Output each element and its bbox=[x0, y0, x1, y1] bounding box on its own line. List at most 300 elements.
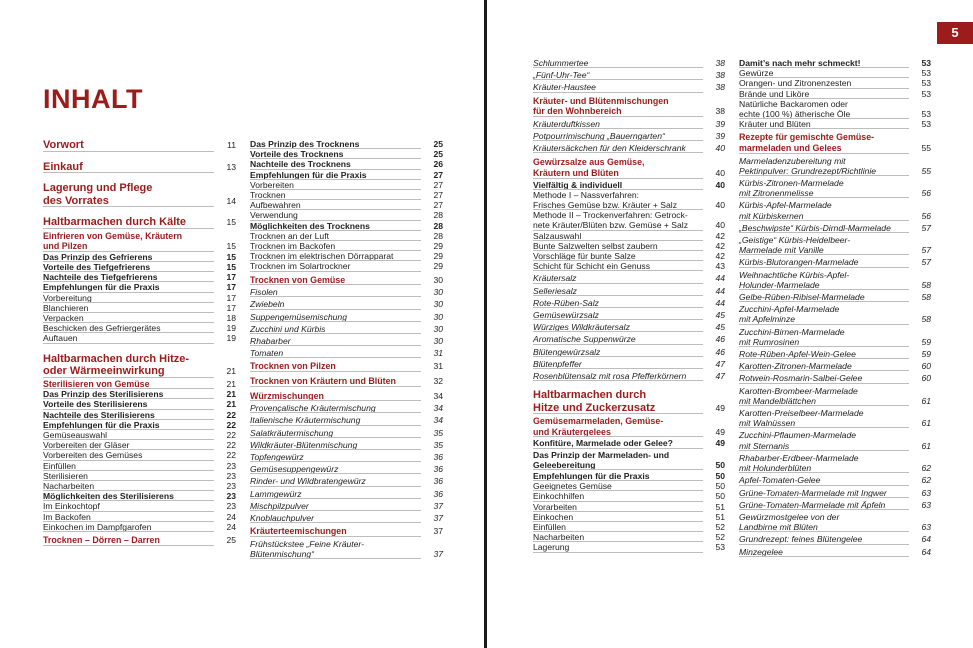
toc-entry-title: Suppengemüsemischung bbox=[250, 311, 347, 322]
toc-entry-title: Grüne-Tomaten-Marmelade mit Äpfeln bbox=[739, 499, 886, 510]
toc-entry bbox=[533, 522, 725, 532]
toc-entry-title: Das Prinzip des Sterilisierens bbox=[43, 389, 164, 400]
toc-entry-page: 40 bbox=[715, 220, 725, 231]
toc-entry-title: Minzegelee bbox=[739, 546, 783, 557]
toc-dot-leader bbox=[533, 436, 703, 437]
toc-entry-title: Vorwort bbox=[43, 139, 84, 151]
toc-entry-page: 25 bbox=[226, 534, 236, 545]
toc-dot-leader bbox=[739, 289, 909, 290]
toc-entry-title: Marmeladenzubereitung mit Pektinpulver: Grundrezept/Richtlinie bbox=[739, 155, 877, 176]
toc-dot-leader bbox=[533, 331, 703, 332]
toc-entry-title: Empfehlungen für die Praxis bbox=[533, 471, 650, 482]
toc-entry-title: Das Prinzip des Gefrierens bbox=[43, 251, 153, 262]
toc-dot-leader bbox=[533, 67, 703, 68]
toc-entry-page: 55 bbox=[921, 165, 931, 176]
toc-dot-leader bbox=[43, 343, 214, 344]
toc-entry-page: 46 bbox=[715, 346, 725, 357]
toc-dot-leader bbox=[533, 116, 703, 117]
toc-dot-leader bbox=[533, 307, 703, 308]
toc-entry-title: Rosenblütensalz mit rosa Pfefferkörnern bbox=[533, 371, 687, 382]
toc-entry-page: 39 bbox=[715, 118, 725, 129]
toc-entry-title: Gemüsesuppengewürz bbox=[250, 464, 339, 475]
toc-entry bbox=[739, 430, 931, 450]
toc-entry-title: Weihnachtliche Kürbis-Apfel- Holunder-Marmelade bbox=[739, 269, 850, 290]
toc-entry-page: 30 bbox=[433, 274, 443, 285]
toc-entry-page: 19 bbox=[226, 323, 236, 334]
toc-entry-page: 63 bbox=[921, 499, 931, 510]
toc-dot-leader bbox=[250, 371, 421, 372]
toc-entry-title: Gewürzsalze aus Gemüse, Kräutern und Blüten bbox=[533, 157, 645, 178]
toc-entry bbox=[533, 347, 725, 357]
toc-dot-leader bbox=[250, 558, 421, 559]
toc-entry bbox=[43, 481, 236, 491]
toc-entry-page: 51 bbox=[715, 511, 725, 522]
toc-entry-title: Schicht für Schicht ein Genuss bbox=[533, 261, 651, 272]
toc-entry-page: 47 bbox=[715, 358, 725, 369]
toc-entry-page: 15 bbox=[226, 241, 236, 252]
toc-entry bbox=[533, 157, 725, 178]
toc-entry bbox=[250, 170, 443, 180]
toc-entry bbox=[533, 359, 725, 369]
toc-entry-title: Würziges Wildkräutersalz bbox=[533, 322, 630, 333]
toc-entry-title: Rhabarber bbox=[250, 336, 291, 347]
toc-dot-leader bbox=[250, 271, 421, 272]
toc-entry-title: Fisolen bbox=[250, 287, 278, 298]
toc-entry-title: Damit’s nach mehr schmeckt! bbox=[739, 58, 861, 68]
toc-entry bbox=[250, 221, 443, 231]
toc-dot-leader bbox=[739, 485, 909, 486]
toc-entry-page: 44 bbox=[715, 285, 725, 296]
toc-entry-page: 27 bbox=[433, 200, 443, 211]
toc-entry-title: „Geistige“ Kürbis-Heidelbeer- Marmelade mit Vanille bbox=[739, 235, 851, 256]
toc-entry-page: 53 bbox=[715, 542, 725, 553]
toc-entry bbox=[533, 532, 725, 542]
toc-entry-title: Apfel-Tomaten-Gelee bbox=[739, 475, 821, 486]
toc-entry-title: Kürbis-Zitronen-Marmelade mit Zitronenmelisse bbox=[739, 178, 844, 199]
toc-entry-page: 51 bbox=[715, 501, 725, 512]
toc-entry-page: 50 bbox=[715, 471, 725, 482]
book-spine bbox=[484, 0, 487, 648]
toc-entry-page: 43 bbox=[715, 261, 725, 272]
toc-entry-page: 53 bbox=[921, 88, 931, 99]
toc-entry-page: 39 bbox=[715, 131, 725, 141]
toc-entry-title: Methode I – Nassverfahren: bbox=[533, 189, 640, 200]
toc-dot-leader bbox=[739, 556, 909, 557]
toc-entry-page: 23 bbox=[226, 501, 236, 512]
toc-entry bbox=[250, 275, 443, 286]
toc-entry bbox=[533, 180, 725, 190]
toc-entry-title: Frisches Gemüse bzw. Kräuter + Salz bbox=[533, 200, 677, 210]
toc-dot-leader bbox=[739, 427, 909, 428]
toc-entry bbox=[250, 415, 443, 425]
toc-entry-title: Vorschläge für bunte Salze bbox=[533, 251, 636, 262]
toc-entry bbox=[739, 475, 931, 485]
toc-dot-leader bbox=[739, 254, 909, 255]
toc-dot-leader bbox=[739, 220, 909, 221]
toc-entry-title: Vorbereitung bbox=[43, 292, 92, 303]
toc-dot-leader bbox=[739, 301, 909, 302]
toc-entry bbox=[533, 542, 725, 552]
toc-entry-page: 23 bbox=[226, 470, 236, 481]
toc-entry-page: 35 bbox=[433, 439, 443, 450]
toc-entry-title: Mischpilzpulver bbox=[250, 500, 309, 511]
toc-entry-page: 22 bbox=[226, 440, 236, 451]
toc-entry-page: 64 bbox=[921, 546, 931, 557]
toc-entry-page: 58 bbox=[921, 292, 931, 303]
toc-dot-leader bbox=[533, 128, 703, 129]
toc-dot-leader bbox=[250, 522, 421, 523]
toc-entry bbox=[43, 293, 236, 303]
toc-entry-title: Schlummertee bbox=[533, 58, 589, 68]
toc-entry bbox=[43, 262, 236, 272]
toc-entry-title: Verwendung bbox=[250, 210, 298, 221]
toc-entry-title: Vielfältig & individuell bbox=[533, 179, 623, 190]
toc-entry-title: Salzauswahl bbox=[533, 230, 582, 241]
toc-entry-title: Rinder- und Wildbratengewürz bbox=[250, 476, 366, 487]
toc-entry bbox=[533, 389, 725, 414]
toc-entry bbox=[739, 270, 931, 290]
toc-dot-leader bbox=[739, 128, 909, 129]
toc-entry-title: Blanchieren bbox=[43, 302, 89, 313]
toc-entry-title: Knoblauchpulver bbox=[250, 513, 315, 524]
toc-entry bbox=[533, 190, 725, 200]
toc-entry-title: Sterilisieren bbox=[43, 470, 88, 481]
toc-dot-leader bbox=[250, 461, 421, 462]
page-number-badge: 5 bbox=[937, 22, 973, 44]
toc-entry-page: 18 bbox=[226, 312, 236, 323]
toc-entry bbox=[250, 261, 443, 271]
toc-entry bbox=[43, 410, 236, 420]
toc-dot-leader bbox=[533, 79, 703, 80]
toc-entry-title: Empfehlungen für die Praxis bbox=[43, 419, 160, 430]
toc-entry-page: 30 bbox=[433, 299, 443, 310]
toc-entry-page: 49 bbox=[715, 438, 725, 449]
toc-dot-leader bbox=[250, 437, 421, 438]
toc-entry bbox=[250, 501, 443, 511]
toc-entry bbox=[43, 389, 236, 399]
toc-entry bbox=[250, 452, 443, 462]
toc-entry bbox=[250, 324, 443, 334]
toc-dot-leader bbox=[533, 319, 703, 320]
toc-entry-page: 19 bbox=[226, 333, 236, 344]
toc-entry-title: Einkochhilfen bbox=[533, 491, 585, 502]
toc-entry bbox=[739, 292, 931, 302]
toc-entry-title: Aromatische Suppenwürze bbox=[533, 334, 636, 345]
toc-entry-page: 24 bbox=[226, 511, 236, 522]
toc-entry bbox=[533, 251, 725, 261]
toc-entry-page: 38 bbox=[715, 106, 725, 117]
toc-dot-leader bbox=[250, 284, 421, 285]
toc-entry-page: 42 bbox=[715, 230, 725, 241]
toc-entry bbox=[533, 502, 725, 512]
toc-entry-title: Einkochen im Dampfgarofen bbox=[43, 521, 152, 532]
toc-entry bbox=[533, 200, 725, 210]
toc-entry-title: Gelbe-Rüben-Ribisel-Marmelade bbox=[739, 292, 865, 303]
toc-entry-title: Frühstückstee „Feine Kräuter- Blütenmischung“ bbox=[250, 538, 364, 560]
toc-entry-title: Haltbarmachen durch Hitze und Zuckerzusatz bbox=[533, 389, 656, 414]
toc-dot-leader bbox=[739, 346, 909, 347]
toc-entry-page: 38 bbox=[715, 58, 725, 68]
toc-entry bbox=[43, 471, 236, 481]
toc-entry bbox=[250, 180, 443, 190]
toc-entry-title: Haltbarmachen durch Kälte bbox=[43, 216, 187, 228]
toc-dot-leader bbox=[43, 206, 214, 207]
toc-dot-leader bbox=[739, 472, 909, 473]
toc-entry-page: 22 bbox=[226, 450, 236, 461]
toc-entry-title: Rotwein-Rosmarin-Salbei-Gelee bbox=[739, 373, 863, 384]
toc-entry-title: Verpacken bbox=[43, 312, 84, 323]
toc-entry bbox=[739, 257, 931, 267]
toc-dot-leader bbox=[43, 377, 214, 378]
toc-entry bbox=[533, 322, 725, 332]
toc-entry-page: 63 bbox=[921, 522, 931, 533]
toc-entry bbox=[739, 547, 931, 557]
toc-entry-title: Vorbereiten bbox=[250, 179, 294, 190]
toc-dot-leader bbox=[533, 295, 703, 296]
toc-entry-title: Einfüllen bbox=[533, 522, 566, 533]
toc-entry-page: 61 bbox=[921, 395, 931, 406]
toc-entry-page: 36 bbox=[433, 476, 443, 487]
toc-entry bbox=[533, 241, 725, 251]
toc-entry-page: 57 bbox=[921, 222, 931, 233]
toc-entry bbox=[250, 361, 443, 372]
toc-entry-page: 38 bbox=[715, 82, 725, 93]
toc-entry-title: Vorteile des Sterilisierens bbox=[43, 399, 148, 410]
toc-entry-page: 52 bbox=[715, 522, 725, 533]
toc-entry bbox=[43, 440, 236, 450]
toc-entry-page: 27 bbox=[433, 179, 443, 190]
toc-dot-leader bbox=[250, 486, 421, 487]
toc-entry bbox=[533, 491, 725, 501]
toc-entry-page: 24 bbox=[226, 521, 236, 532]
toc-entry bbox=[250, 241, 443, 251]
toc-entry-title: Grüne-Tomaten-Marmelade mit Ingwer bbox=[739, 487, 887, 498]
toc-entry-page: 28 bbox=[433, 230, 443, 241]
toc-entry bbox=[250, 299, 443, 309]
toc-entry bbox=[739, 235, 931, 255]
toc-entry bbox=[43, 139, 236, 152]
toc-entry-page: 11 bbox=[227, 140, 236, 150]
toc-entry-page: 49 bbox=[715, 402, 725, 413]
toc-entry-page: 37 bbox=[433, 513, 443, 524]
toc-entry-page: 53 bbox=[921, 119, 931, 130]
toc-entry bbox=[250, 376, 443, 387]
toc-entry bbox=[533, 143, 725, 153]
toc-entry-page: 34 bbox=[433, 415, 443, 426]
toc-entry-page: 17 bbox=[226, 282, 236, 293]
toc-entry bbox=[533, 371, 725, 381]
toc-entry bbox=[533, 450, 725, 470]
toc-entry bbox=[250, 251, 443, 261]
toc-entry-title: Kürbis-Blutorangen-Marmelade bbox=[739, 257, 859, 268]
toc-entry bbox=[533, 96, 725, 117]
toc-dot-leader bbox=[533, 140, 703, 141]
toc-entry-page: 35 bbox=[433, 427, 443, 438]
toc-entry-title: Einkauf bbox=[43, 160, 83, 173]
toc-entry-title: „Beschwipste“ Kürbis-Dirndl-Marmelade bbox=[739, 222, 891, 233]
toc-dot-leader bbox=[739, 370, 909, 371]
toc-entry bbox=[43, 450, 236, 460]
toc-entry bbox=[43, 182, 236, 207]
toc-entry-title: Lammgewürz bbox=[250, 488, 302, 499]
toc-entry-page: 40 bbox=[715, 168, 725, 178]
toc-entry-page: 15 bbox=[226, 251, 236, 262]
toc-dot-leader bbox=[739, 509, 909, 510]
toc-entry-page: 13 bbox=[226, 161, 236, 172]
toc-entry-page: 29 bbox=[433, 241, 443, 252]
toc-dot-leader bbox=[533, 283, 703, 284]
toc-entry-page: 21 bbox=[226, 378, 236, 389]
toc-entry bbox=[250, 231, 443, 241]
toc-entry bbox=[43, 252, 236, 262]
toc-dot-leader bbox=[739, 324, 909, 325]
toc-column-4 bbox=[739, 58, 931, 557]
toc-entry-title: Blütengewürzsalz bbox=[533, 346, 601, 357]
toc-dot-leader bbox=[250, 321, 421, 322]
toc-entry-page: 14 bbox=[226, 195, 236, 206]
toc-entry-title: Trocknen von Pilzen bbox=[250, 361, 336, 372]
toc-dot-leader bbox=[250, 333, 421, 334]
toc-entry-title: Natürliche Backaromen oder echte (100 %) ätherische Öle bbox=[739, 98, 851, 120]
toc-column-2 bbox=[250, 139, 443, 559]
toc-entry-title: Nachteile des Tiefgefrierens bbox=[43, 272, 158, 283]
toc-entry bbox=[739, 304, 931, 324]
toc-entry-page: 42 bbox=[715, 240, 725, 251]
toc-entry bbox=[739, 386, 931, 406]
toc-dot-leader bbox=[250, 536, 421, 537]
toc-entry-title: Kräuter- und Blütenmischungen für den Wohnbereich bbox=[533, 95, 669, 117]
toc-entry-page: 53 bbox=[921, 58, 931, 68]
toc-entry bbox=[43, 282, 236, 292]
toc-entry-title: Beschicken des Gefriergerätes bbox=[43, 323, 161, 334]
toc-entry-page: 36 bbox=[433, 488, 443, 499]
toc-entry-title: Vorteile des Trocknens bbox=[250, 149, 344, 160]
toc-dot-leader bbox=[739, 450, 909, 451]
toc-entry-title: Trocknen bbox=[250, 190, 286, 201]
toc-entry-title: Karotten-Zitronen-Marmelade bbox=[739, 361, 852, 372]
toc-entry-title: Vorbereiten der Gläser bbox=[43, 440, 130, 451]
toc-entry bbox=[739, 361, 931, 371]
toc-entry-page: 62 bbox=[921, 463, 931, 474]
toc-entry bbox=[43, 512, 236, 522]
toc-dot-leader bbox=[250, 309, 421, 310]
toc-entry bbox=[739, 500, 931, 510]
toc-entry-page: 60 bbox=[921, 373, 931, 384]
toc-entry-page: 30 bbox=[433, 311, 443, 322]
toc-dot-leader bbox=[533, 469, 703, 470]
toc-entry-page: 50 bbox=[715, 491, 725, 502]
toc-entry-title: Kräuter-Haustee bbox=[533, 82, 596, 93]
toc-column-3 bbox=[533, 58, 725, 553]
toc-entry bbox=[533, 298, 725, 308]
toc-entry-page: 64 bbox=[921, 534, 931, 545]
toc-dot-leader bbox=[739, 531, 909, 532]
toc-entry bbox=[533, 58, 725, 68]
toc-entry-title: Rhabarber-Erdbeer-Marmelade mit Holunderblüten bbox=[739, 452, 859, 474]
toc-entry-title: Im Einkochtopf bbox=[43, 501, 100, 512]
toc-entry-page: 28 bbox=[433, 220, 443, 231]
toc-entry bbox=[533, 231, 725, 241]
toc-entry bbox=[533, 70, 725, 80]
toc-entry-page: 53 bbox=[921, 109, 931, 120]
toc-entry-page: 26 bbox=[433, 159, 443, 170]
toc-dot-leader bbox=[533, 448, 703, 449]
toc-entry-title: Auftauen bbox=[43, 333, 78, 344]
toc-entry bbox=[250, 428, 443, 438]
toc-entry-page: 29 bbox=[433, 251, 443, 262]
toc-entry bbox=[250, 139, 443, 149]
toc-dot-leader bbox=[43, 545, 214, 546]
toc-entry-title: Geeignetes Gemüse bbox=[533, 481, 612, 492]
toc-entry-page: 23 bbox=[226, 480, 236, 491]
toc-entry bbox=[739, 58, 931, 68]
toc-entry-title: Bunte Salzwelten selbst zaubern bbox=[533, 240, 658, 251]
toc-entry-title: Gewürze bbox=[739, 68, 774, 79]
toc-entry bbox=[250, 200, 443, 210]
toc-dot-leader bbox=[739, 267, 909, 268]
toc-entry-page: 56 bbox=[921, 210, 931, 221]
toc-entry-title: Potpourrimischung „Bauerngarten“ bbox=[533, 131, 665, 141]
toc-entry-page: 61 bbox=[921, 440, 931, 451]
toc-entry bbox=[43, 430, 236, 440]
toc-entry bbox=[250, 287, 443, 297]
toc-entry bbox=[739, 132, 931, 153]
toc-dot-leader bbox=[533, 270, 703, 271]
toc-dot-leader bbox=[533, 552, 703, 553]
toc-entry-title: Aufbewahren bbox=[250, 200, 301, 211]
toc-dot-leader bbox=[739, 232, 909, 233]
toc-entry-title: Das Prinzip der Marmeladen- und Geleebereitung bbox=[533, 449, 670, 470]
toc-entry bbox=[250, 440, 443, 450]
toc-entry-title: Zucchini-Birnen-Marmelade mit Rumrosinen bbox=[739, 326, 845, 347]
toc-entry-title: Empfehlungen für die Praxis bbox=[43, 282, 160, 293]
toc-entry-title: Trocknen an der Luft bbox=[250, 230, 329, 241]
toc-entry bbox=[43, 303, 236, 313]
toc-entry-page: 23 bbox=[226, 460, 236, 471]
toc-entry bbox=[43, 491, 236, 501]
toc-entry-page: 47 bbox=[715, 371, 725, 382]
toc-entry-page: 27 bbox=[433, 190, 443, 201]
toc-entry bbox=[739, 349, 931, 359]
toc-entry-page: 21 bbox=[226, 366, 236, 377]
toc-entry-page: 53 bbox=[921, 68, 931, 79]
toc-entry-title: Blütenpfeffer bbox=[533, 358, 582, 369]
toc-entry bbox=[43, 161, 236, 174]
toc-entry bbox=[739, 408, 931, 428]
toc-entry bbox=[533, 512, 725, 522]
toc-entry bbox=[43, 522, 236, 532]
toc-entry-title: Nacharbeiten bbox=[533, 532, 585, 543]
toc-entry-title: Gewürzmostgelee von der Landbirne mit Blüten bbox=[739, 511, 840, 533]
toc-dot-leader bbox=[250, 357, 421, 358]
toc-entry bbox=[739, 223, 931, 233]
toc-entry-page: 28 bbox=[433, 210, 443, 221]
toc-entry-title: Gemüseauswahl bbox=[43, 429, 108, 440]
toc-entry bbox=[250, 312, 443, 322]
toc-entry-page: 56 bbox=[921, 188, 931, 199]
toc-entry bbox=[250, 391, 443, 402]
toc-entry-title: Zucchini-Apfel-Marmelade mit Apfelminze bbox=[739, 304, 840, 325]
toc-entry-title: Karotten-Brombeer-Marmelade mit Mandelblättchen bbox=[739, 385, 858, 406]
toc-entry-page: 17 bbox=[226, 302, 236, 313]
toc-entry-title: „Fünf-Uhr-Tee“ bbox=[533, 70, 590, 81]
toc-entry bbox=[533, 481, 725, 491]
toc-entry-title: Kürbis-Apfel-Marmelade mit Kürbiskernen bbox=[739, 200, 832, 221]
toc-entry bbox=[739, 488, 931, 498]
toc-entry-title: Zwiebeln bbox=[250, 299, 285, 310]
toc-entry-page: 32 bbox=[433, 376, 443, 387]
toc-entry-page: 40 bbox=[715, 200, 725, 210]
